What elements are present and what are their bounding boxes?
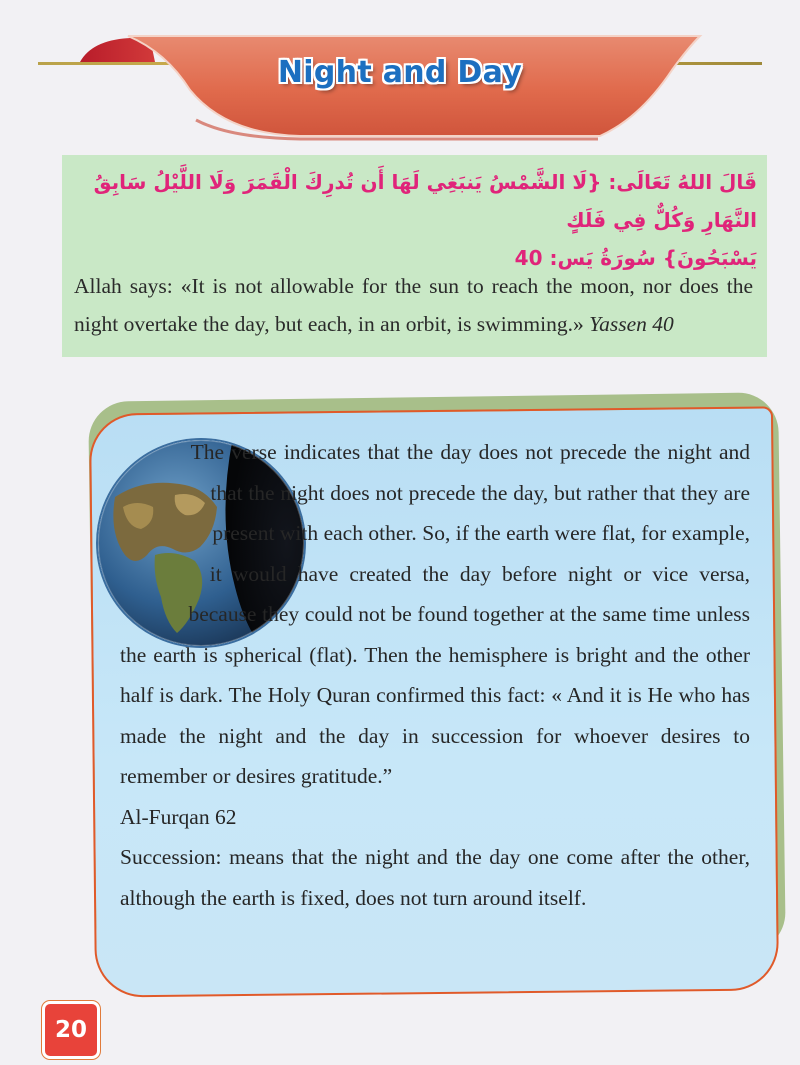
explanation-paragraph: The verse indicates that the day does not precede the night and that the night does not precede the day, but rather that they are present with each other. So, if the earth were flat, for example, it would have created the day before night or vice versa, because they could not be found together at the same time unless the earth is spherical (flat). Then the hemisphere is bright and the other half is dark. The Holy Quran confirmed this fact: « And it is He who has made the night and the day in succession for whoever desires to remember or desires gratitude.”: [120, 440, 750, 788]
explanation-source: Al-Furqan 62: [120, 804, 237, 829]
translation-text: Allah says: «It is not allowable for the sun to reach the moon, nor does the night overtake the day, but each, in an orbit, is swimming.»: [74, 274, 753, 336]
arabic-verse-line-1: قَالَ اللهُ تَعَالَى: {لَا الشَّمْسُ يَنبَغِي لَهَا أَن تُدرِكَ الْقَمَرَ وَلَا اللَّيْلُ سَابِقُ النَّهَارِ وَكُلٌّ فِي فَلَكٍ: [93, 170, 757, 232]
english-translation: [74, 267, 753, 343]
arabic-verse: [70, 163, 757, 277]
verse-source: Yassen 40: [589, 312, 674, 336]
panel-text: [120, 432, 750, 918]
page-number-badge: 20: [42, 1001, 100, 1059]
arabic-verse-line-2: يَسْبَحُونَ} سُورَةُ يَس: 40: [514, 246, 757, 270]
succession-paragraph: Succession: means that the night and the day one come after the other, although the earth is fixed, does not turn around itself.: [120, 845, 750, 910]
page-title: Night and Day: [277, 55, 523, 90]
verse-box: [62, 155, 767, 357]
